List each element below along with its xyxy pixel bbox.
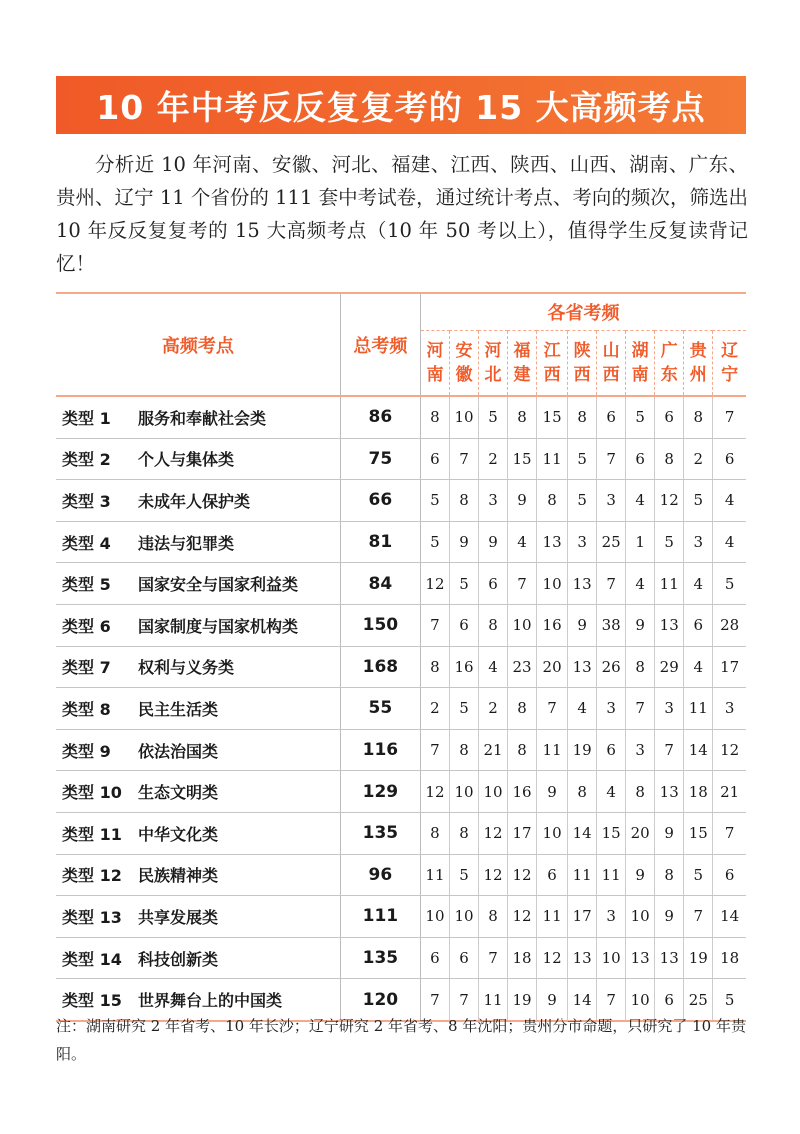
topic-type: 类型 4 [62, 533, 111, 553]
province-char: 辽 [721, 341, 739, 361]
total-cell: 81 [340, 521, 420, 563]
province-char: 徽 [455, 365, 473, 385]
topic-cell [56, 396, 340, 438]
province-value-cell: 3 [713, 688, 746, 730]
province-value-cell: 6 [479, 563, 508, 605]
province-header [479, 331, 508, 397]
province-value-cell: 7 [684, 896, 713, 938]
province-value-cell: 4 [713, 480, 746, 522]
province-value-cell: 9 [655, 812, 684, 854]
province-value-cell: 6 [420, 438, 449, 480]
topic-cell [56, 896, 340, 938]
province-char: 北 [484, 365, 502, 385]
province-value-cell: 19 [684, 937, 713, 979]
province-value-cell: 10 [449, 396, 478, 438]
province-value-cell: 14 [684, 729, 713, 771]
province-char: 西 [543, 365, 561, 385]
province-value-cell: 9 [626, 604, 655, 646]
province-header [626, 331, 655, 397]
province-value-cell: 6 [713, 438, 746, 480]
province-value-cell: 10 [449, 771, 478, 813]
province-char: 湖 [631, 341, 649, 361]
province-value-cell: 12 [508, 896, 537, 938]
province-value-cell: 12 [537, 937, 568, 979]
topic-type: 类型 1 [62, 408, 111, 428]
province-value-cell: 3 [626, 729, 655, 771]
province-value-cell: 3 [597, 688, 626, 730]
province-value-cell: 17 [713, 646, 746, 688]
province-char: 贵 [689, 341, 707, 361]
province-value-cell: 11 [655, 563, 684, 605]
province-value-cell: 11 [420, 854, 449, 896]
topic-cell [56, 771, 340, 813]
province-value-cell: 8 [655, 854, 684, 896]
province-value-cell: 18 [508, 937, 537, 979]
province-value-cell: 11 [537, 896, 568, 938]
province-value-cell: 9 [449, 521, 478, 563]
province-value-cell: 17 [568, 896, 597, 938]
topic-name: 生态文明类 [138, 783, 219, 803]
province-char: 南 [631, 365, 649, 385]
province-value-cell: 12 [420, 563, 449, 605]
province-value-cell: 9 [508, 480, 537, 522]
topic-type: 类型 9 [62, 741, 111, 761]
province-char: 河 [426, 341, 444, 361]
province-char: 东 [660, 365, 678, 385]
province-value-cell: 8 [420, 646, 449, 688]
province-value-cell: 5 [684, 854, 713, 896]
total-cell: 66 [340, 480, 420, 522]
province-value-cell: 10 [597, 937, 626, 979]
province-value-cell: 10 [449, 896, 478, 938]
topic-type: 类型 3 [62, 491, 111, 511]
topic-type: 类型 15 [62, 991, 122, 1011]
province-value-cell: 12 [655, 480, 684, 522]
province-value-cell: 8 [537, 480, 568, 522]
total-cell: 55 [340, 688, 420, 730]
province-value-cell: 20 [537, 646, 568, 688]
province-value-cell: 4 [508, 521, 537, 563]
province-value-cell: 5 [626, 396, 655, 438]
province-value-cell: 8 [508, 396, 537, 438]
province-value-cell: 28 [713, 604, 746, 646]
total-cell: 75 [340, 438, 420, 480]
province-value-cell: 10 [420, 896, 449, 938]
topic-name: 国家安全与国家利益类 [138, 575, 299, 595]
province-value-cell: 38 [597, 604, 626, 646]
topic-name: 违法与犯罪类 [138, 533, 235, 553]
province-value-cell: 8 [479, 604, 508, 646]
total-cell: 96 [340, 854, 420, 896]
province-value-cell: 5 [568, 480, 597, 522]
topic-type: 类型 6 [62, 616, 111, 636]
province-value-cell: 11 [684, 688, 713, 730]
province-value-cell: 7 [597, 438, 626, 480]
topic-cell [56, 604, 340, 646]
province-value-cell: 10 [626, 979, 655, 1021]
province-value-cell: 5 [713, 979, 746, 1021]
province-value-cell: 7 [420, 729, 449, 771]
province-value-cell: 13 [655, 604, 684, 646]
province-header [597, 331, 626, 397]
province-char: 江 [543, 341, 561, 361]
province-char: 河 [484, 341, 502, 361]
province-value-cell: 3 [568, 521, 597, 563]
province-char: 广 [660, 341, 678, 361]
province-value-cell: 29 [655, 646, 684, 688]
province-value-cell: 7 [597, 563, 626, 605]
province-value-cell: 17 [508, 812, 537, 854]
province-value-cell: 7 [420, 604, 449, 646]
table-row [56, 729, 746, 771]
province-value-cell: 6 [597, 729, 626, 771]
topic-type: 类型 7 [62, 658, 111, 678]
province-value-cell: 14 [713, 896, 746, 938]
province-value-cell: 4 [626, 563, 655, 605]
province-value-cell: 6 [626, 438, 655, 480]
province-value-cell: 5 [420, 480, 449, 522]
topic-name: 共享发展类 [138, 907, 219, 927]
province-char: 南 [426, 365, 444, 385]
province-value-cell: 8 [508, 688, 537, 730]
province-header [449, 331, 478, 397]
table-row [56, 854, 746, 896]
province-value-cell: 5 [684, 480, 713, 522]
table-row [56, 438, 746, 480]
province-value-cell: 10 [537, 812, 568, 854]
table-row [56, 812, 746, 854]
page-title: 10 年中考反反复复考的 15 大高频考点 [96, 87, 706, 127]
province-char: 州 [689, 365, 707, 385]
header-topic: 高频考点 [56, 293, 340, 396]
province-char: 陕 [573, 341, 591, 361]
province-header [684, 331, 713, 397]
topic-type: 类型 12 [62, 866, 122, 886]
province-value-cell: 9 [537, 979, 568, 1021]
province-value-cell: 8 [626, 646, 655, 688]
province-char: 山 [602, 341, 620, 361]
total-cell: 150 [340, 604, 420, 646]
province-value-cell: 7 [449, 979, 478, 1021]
province-value-cell: 6 [655, 979, 684, 1021]
topic-cell [56, 438, 340, 480]
province-value-cell: 9 [626, 854, 655, 896]
total-cell: 84 [340, 563, 420, 605]
province-value-cell: 15 [684, 812, 713, 854]
province-value-cell: 8 [420, 396, 449, 438]
topic-cell [56, 563, 340, 605]
total-cell: 111 [340, 896, 420, 938]
province-value-cell: 6 [597, 396, 626, 438]
total-cell: 135 [340, 937, 420, 979]
province-value-cell: 6 [449, 604, 478, 646]
topic-cell [56, 521, 340, 563]
province-value-cell: 7 [713, 396, 746, 438]
province-value-cell: 2 [479, 688, 508, 730]
province-value-cell: 11 [537, 729, 568, 771]
topic-name: 民族精神类 [138, 866, 219, 886]
province-value-cell: 4 [568, 688, 597, 730]
province-header [420, 331, 449, 397]
topic-type: 类型 11 [62, 824, 122, 844]
province-value-cell: 12 [479, 854, 508, 896]
province-value-cell: 21 [713, 771, 746, 813]
topic-type: 类型 10 [62, 783, 122, 803]
province-value-cell: 25 [597, 521, 626, 563]
province-value-cell: 4 [713, 521, 746, 563]
province-value-cell: 11 [568, 854, 597, 896]
table-row [56, 521, 746, 563]
province-header [655, 331, 684, 397]
province-value-cell: 7 [626, 688, 655, 730]
province-value-cell: 10 [479, 771, 508, 813]
province-char: 安 [455, 341, 473, 361]
province-value-cell: 10 [508, 604, 537, 646]
province-value-cell: 6 [713, 854, 746, 896]
topic-name: 个人与集体类 [138, 450, 235, 470]
province-value-cell: 21 [479, 729, 508, 771]
province-value-cell: 6 [449, 937, 478, 979]
table-row [56, 646, 746, 688]
province-value-cell: 12 [508, 854, 537, 896]
topic-type: 类型 13 [62, 907, 122, 927]
province-value-cell: 13 [537, 521, 568, 563]
province-value-cell: 9 [479, 521, 508, 563]
province-value-cell: 10 [626, 896, 655, 938]
topic-name: 科技创新类 [138, 949, 219, 969]
topic-name: 权利与义务类 [138, 658, 235, 678]
province-value-cell: 16 [537, 604, 568, 646]
province-value-cell: 3 [479, 480, 508, 522]
topic-cell [56, 854, 340, 896]
province-value-cell: 2 [479, 438, 508, 480]
topic-cell [56, 937, 340, 979]
province-value-cell: 8 [626, 771, 655, 813]
table-row [56, 896, 746, 938]
province-value-cell: 4 [684, 563, 713, 605]
total-cell: 116 [340, 729, 420, 771]
province-value-cell: 13 [568, 563, 597, 605]
table-body [56, 396, 746, 1021]
province-value-cell: 8 [479, 896, 508, 938]
province-value-cell: 8 [568, 396, 597, 438]
province-value-cell: 13 [655, 771, 684, 813]
province-value-cell: 7 [537, 688, 568, 730]
province-value-cell: 8 [508, 729, 537, 771]
province-value-cell: 10 [537, 563, 568, 605]
province-value-cell: 7 [449, 438, 478, 480]
province-value-cell: 3 [684, 521, 713, 563]
province-value-cell: 18 [713, 937, 746, 979]
province-value-cell: 8 [449, 480, 478, 522]
province-value-cell: 7 [508, 563, 537, 605]
total-cell: 120 [340, 979, 420, 1021]
province-char: 福 [513, 341, 531, 361]
province-value-cell: 2 [420, 688, 449, 730]
province-value-cell: 3 [597, 896, 626, 938]
total-cell: 86 [340, 396, 420, 438]
table-row [56, 563, 746, 605]
header-total: 总考频 [340, 293, 420, 396]
province-value-cell: 13 [568, 646, 597, 688]
topic-name: 中华文化类 [138, 824, 219, 844]
province-value-cell: 7 [420, 979, 449, 1021]
table-row [56, 604, 746, 646]
province-value-cell: 18 [684, 771, 713, 813]
province-value-cell: 20 [626, 812, 655, 854]
province-value-cell: 7 [597, 979, 626, 1021]
header-provinces: 各省考频 [420, 293, 746, 331]
province-value-cell: 9 [568, 604, 597, 646]
province-value-cell: 23 [508, 646, 537, 688]
topic-cell [56, 812, 340, 854]
province-char: 西 [573, 365, 591, 385]
province-value-cell: 5 [655, 521, 684, 563]
province-value-cell: 16 [508, 771, 537, 813]
province-value-cell: 13 [568, 937, 597, 979]
province-value-cell: 4 [684, 646, 713, 688]
province-value-cell: 4 [626, 480, 655, 522]
table-row [56, 771, 746, 813]
province-value-cell: 8 [655, 438, 684, 480]
intro-paragraph: 分析近 10 年河南、安徽、河北、福建、江西、陕西、山西、湖南、广东、贵州、辽宁 11 个省份的 111 套中考试卷，通过统计考点、考向的频次，筛选出 10 年反反复复考的 15 大高频考点（10 年 50 考以上），值得学生反复读背记忆！ [56, 153, 748, 275]
title-banner [56, 76, 746, 134]
province-value-cell: 14 [568, 812, 597, 854]
province-value-cell: 15 [597, 812, 626, 854]
province-value-cell: 5 [449, 563, 478, 605]
topic-name: 依法治国类 [138, 741, 219, 761]
total-cell: 135 [340, 812, 420, 854]
province-value-cell: 9 [655, 896, 684, 938]
province-value-cell: 7 [713, 812, 746, 854]
province-value-cell: 12 [420, 771, 449, 813]
province-char: 西 [602, 365, 620, 385]
province-value-cell: 15 [537, 396, 568, 438]
province-value-cell: 1 [626, 521, 655, 563]
province-value-cell: 26 [597, 646, 626, 688]
total-cell: 168 [340, 646, 420, 688]
topic-type: 类型 14 [62, 949, 122, 969]
province-value-cell: 6 [655, 396, 684, 438]
province-value-cell: 11 [537, 438, 568, 480]
table-row [56, 937, 746, 979]
topic-name: 国家制度与国家机构类 [138, 616, 299, 636]
province-value-cell: 19 [508, 979, 537, 1021]
frequency-table [56, 292, 746, 1022]
province-value-cell: 11 [597, 854, 626, 896]
topic-name: 世界舞台上的中国类 [138, 991, 283, 1011]
table-row [56, 480, 746, 522]
province-header [568, 331, 597, 397]
topic-type: 类型 8 [62, 699, 111, 719]
province-value-cell: 2 [684, 438, 713, 480]
topic-cell [56, 688, 340, 730]
topic-name: 民主生活类 [138, 699, 219, 719]
province-value-cell: 8 [449, 729, 478, 771]
province-value-cell: 5 [713, 563, 746, 605]
topic-type: 类型 2 [62, 450, 111, 470]
province-char: 建 [513, 365, 531, 385]
province-value-cell: 16 [449, 646, 478, 688]
province-value-cell: 9 [537, 771, 568, 813]
province-value-cell: 5 [449, 688, 478, 730]
province-value-cell: 4 [597, 771, 626, 813]
province-value-cell: 11 [479, 979, 508, 1021]
province-char: 宁 [721, 365, 739, 385]
footnote: 注：湖南研究 2 年省考、10 年长沙；辽宁研究 2 年省考、8 年沈阳；贵州分市命题，只研究了 10 年贵阳。 [56, 1017, 746, 1063]
province-value-cell: 3 [655, 688, 684, 730]
province-value-cell: 12 [479, 812, 508, 854]
province-header [537, 331, 568, 397]
table-row [56, 688, 746, 730]
province-value-cell: 5 [420, 521, 449, 563]
province-value-cell: 19 [568, 729, 597, 771]
province-value-cell: 6 [537, 854, 568, 896]
province-value-cell: 15 [508, 438, 537, 480]
topic-type: 类型 5 [62, 575, 111, 595]
topic-cell [56, 646, 340, 688]
province-value-cell: 5 [568, 438, 597, 480]
province-value-cell: 8 [568, 771, 597, 813]
province-value-cell: 6 [420, 937, 449, 979]
province-value-cell: 6 [684, 604, 713, 646]
topic-name: 未成年人保护类 [138, 491, 251, 511]
province-value-cell: 7 [655, 729, 684, 771]
province-value-cell: 8 [420, 812, 449, 854]
province-value-cell: 8 [449, 812, 478, 854]
province-value-cell: 13 [655, 937, 684, 979]
total-cell: 129 [340, 771, 420, 813]
province-value-cell: 4 [479, 646, 508, 688]
province-value-cell: 5 [449, 854, 478, 896]
province-value-cell: 3 [597, 480, 626, 522]
table-row [56, 396, 746, 438]
province-value-cell: 14 [568, 979, 597, 1021]
province-value-cell: 5 [479, 396, 508, 438]
province-header [508, 331, 537, 397]
topic-cell [56, 729, 340, 771]
province-value-cell: 8 [684, 396, 713, 438]
province-value-cell: 13 [626, 937, 655, 979]
province-value-cell: 25 [684, 979, 713, 1021]
topic-cell [56, 480, 340, 522]
province-value-cell: 7 [479, 937, 508, 979]
province-value-cell: 12 [713, 729, 746, 771]
topic-name: 服务和奉献社会类 [138, 408, 267, 428]
province-header [713, 331, 746, 397]
